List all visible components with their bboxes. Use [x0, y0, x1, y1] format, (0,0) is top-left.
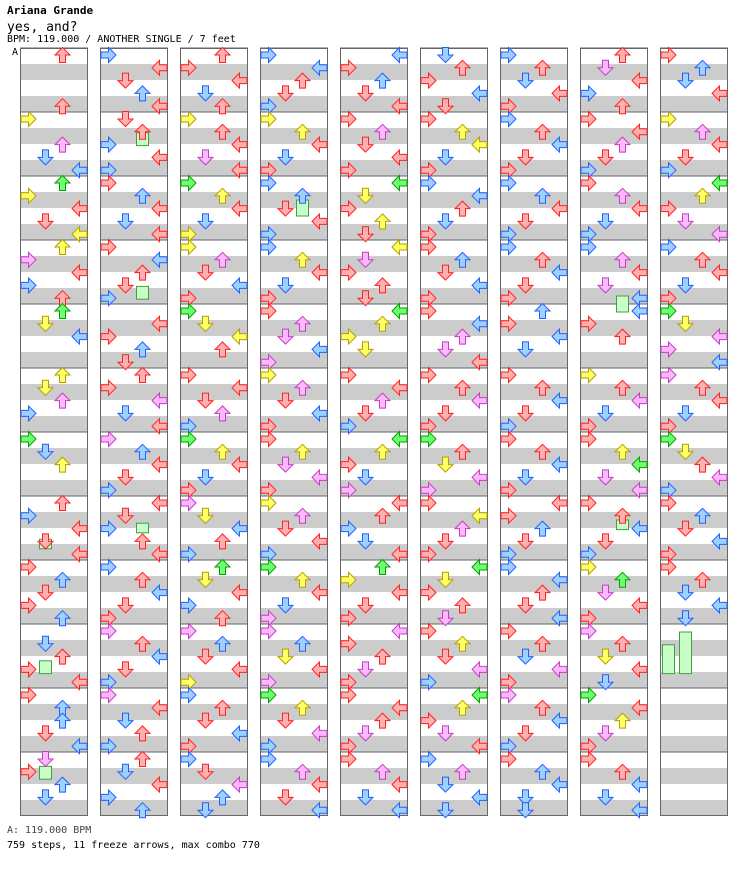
beat-band [660, 576, 728, 592]
beat-band [260, 640, 328, 656]
beat-band [340, 128, 408, 144]
beat-band [500, 352, 568, 368]
freeze-arrow [663, 645, 675, 674]
beat-band [260, 512, 328, 528]
beat-band [500, 800, 568, 816]
beat-band [500, 64, 568, 80]
beat-band [20, 96, 88, 112]
beat-band [340, 224, 408, 240]
beat-band [260, 704, 328, 720]
beat-band [180, 800, 248, 816]
beat-band [180, 256, 248, 272]
beat-band [260, 192, 328, 208]
freeze-arrow [40, 661, 52, 674]
beat-band [660, 64, 728, 80]
freeze-arrow [680, 632, 692, 674]
beat-band [660, 768, 728, 784]
beat-band [660, 448, 728, 464]
beat-band [580, 352, 648, 368]
speed-marker: A [12, 47, 19, 58]
beat-band [660, 512, 728, 528]
footer-stats: 759 steps, 11 freeze arrows, max combo 770 [7, 840, 260, 851]
beat-band [260, 384, 328, 400]
beat-band [420, 640, 488, 656]
beat-band [660, 704, 728, 720]
beat-band [660, 800, 728, 816]
beat-band [20, 128, 88, 144]
beat-band [180, 640, 248, 656]
beat-band [660, 736, 728, 752]
beat-band [20, 576, 88, 592]
beat-band [420, 256, 488, 272]
beat-band [420, 768, 488, 784]
beat-band [20, 800, 88, 816]
beat-band [20, 352, 88, 368]
beat-band [20, 448, 88, 464]
footer-bpm: A: 119.000 BPM [7, 825, 92, 836]
song-title: yes, and? [7, 20, 78, 35]
beat-band [340, 352, 408, 368]
freeze-arrow [137, 523, 149, 533]
beat-band [180, 704, 248, 720]
beat-band [340, 288, 408, 304]
beat-band [20, 480, 88, 496]
beat-band [20, 384, 88, 400]
freeze-arrow [137, 286, 149, 299]
beat-band [20, 640, 88, 656]
beat-band [20, 64, 88, 80]
beat-band [180, 352, 248, 368]
beat-band [100, 352, 168, 368]
beat-band [260, 448, 328, 464]
beat-band [20, 704, 88, 720]
beat-band [260, 320, 328, 336]
beat-band [580, 576, 648, 592]
freeze-arrow [40, 766, 52, 779]
beat-band [420, 448, 488, 464]
beat-band [660, 672, 728, 688]
beat-band [180, 96, 248, 112]
artist-name: Ariana Grande [7, 4, 94, 17]
freeze-arrow [617, 296, 629, 312]
chart-info-line: BPM: 119.000 / ANOTHER SINGLE / 7 feet [7, 34, 236, 45]
beat-band [580, 640, 648, 656]
beat-band [420, 608, 488, 624]
beat-band [500, 640, 568, 656]
